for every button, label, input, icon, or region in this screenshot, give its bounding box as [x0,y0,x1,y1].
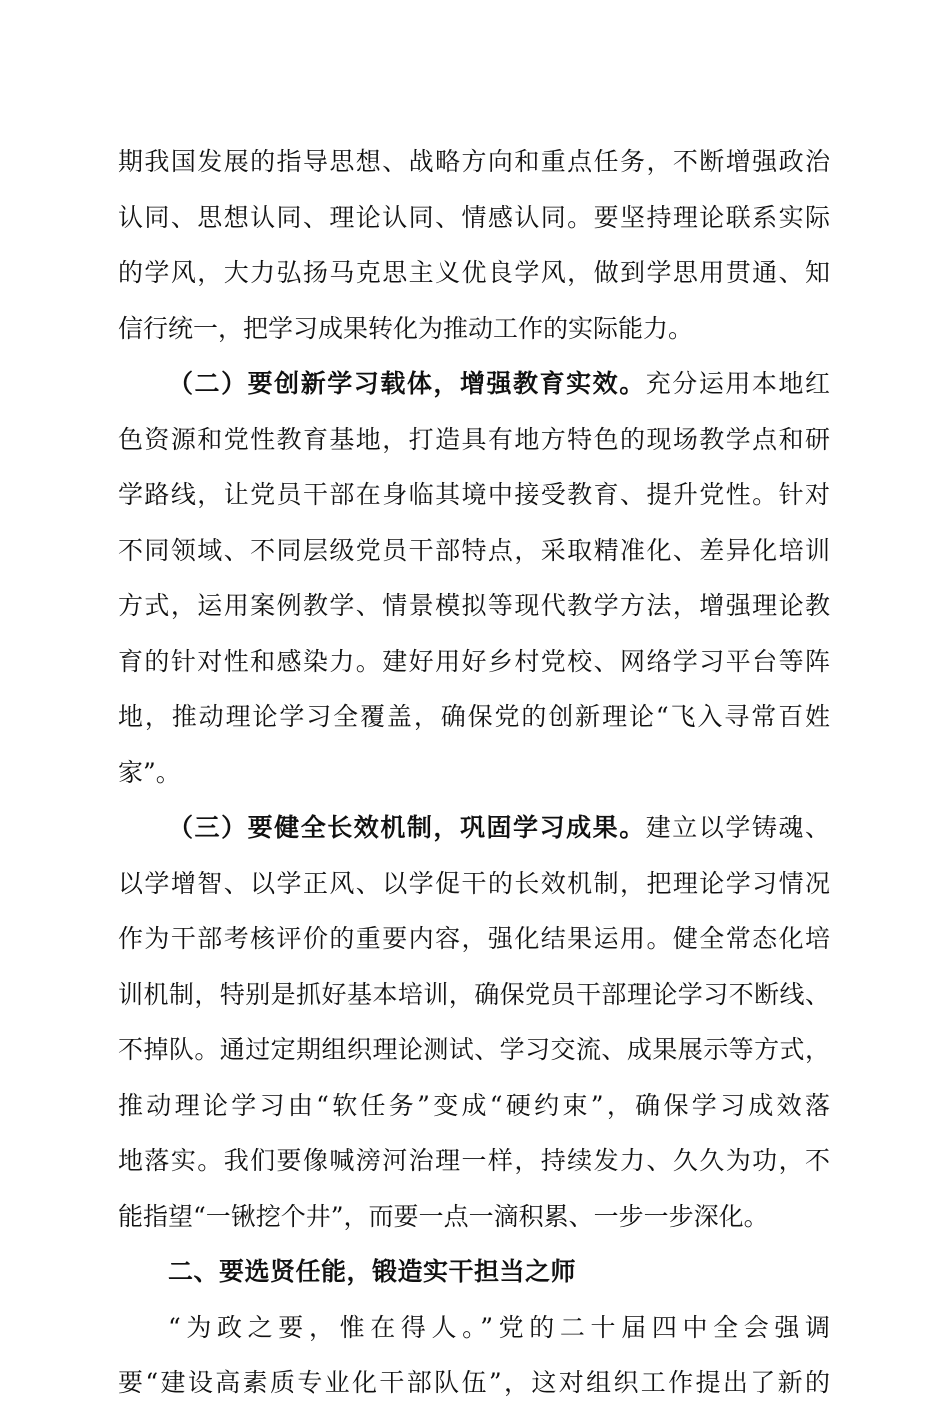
document-page [118,143,830,1420]
body-text-line: 能指望“一锹挖个井”，而要一点一滴积累、一步一步深化。 [118,1201,769,1231]
body-text-line: 方式，运用案例教学、情景模拟等现代教学方法，增强理论教 [118,591,830,620]
subsection-lead-line [118,365,830,403]
body-text-line: 学路线，让党员干部在身临其境中接受教育、提升党性。针对 [118,480,830,509]
body-text: 建立以学铸魂、 [645,813,830,842]
body-text-line: 训机制，特别是抓好基本培训，确保党员干部理论学习不断线、 [118,979,830,1009]
body-text-line: 推动理论学习由“软任务”变成“硬约束”，确保学习成效落 [118,1090,830,1120]
subsection-title: （三）要健全长效机制，巩固学习成果。 [168,813,646,842]
body-text: 充分运用本地红 [645,369,830,398]
body-text-line: 色资源和党性教育基地，打造具有地方特色的现场教学点和研 [118,424,830,454]
body-text-line: 不同领域、不同层级党员干部特点，采取精准化、差异化培训 [118,535,830,565]
body-text-line: “为政之要，惟在得人。”党的二十届四中全会强调 [168,1312,830,1342]
body-text-line: 地，推动理论学习全覆盖，确保党的创新理论“飞入寻常百姓 [118,702,830,731]
body-text-line: 信行统一，把学习成果转化为推动工作的实际能力。 [118,313,694,343]
body-text-line: 的学风，大力弘扬马克思主义优良学风，做到学思用贯通、知 [118,258,830,287]
section-heading: 二、要选贤任能，锻造实干担当之师 [168,1257,577,1286]
body-text-line: 要“建设高素质专业化干部队伍”，这对组织工作提出了新的 [118,1368,830,1397]
subsection-title: （二）要创新学习载体，增强教育实效。 [168,369,646,398]
body-text-line: 以学增智、以学正风、以学促干的长效机制，把理论学习情况 [118,868,830,898]
body-text-line: 地落实。我们要像喊滂河治理一样，持续发力、久久为功，不 [118,1146,830,1175]
body-text-line: 作为干部考核评价的重要内容，强化结果运用。健全常态化培 [118,924,830,953]
body-text-line: 认同、思想认同、理论认同、情感认同。要坚持理论联系实际 [118,202,830,232]
body-text-line: 家”。 [118,757,181,787]
body-text-line: 期我国发展的指导思想、战略方向和重点任务，不断增强政治 [118,147,830,176]
subsection-lead-line [118,809,830,847]
body-text-line: 不掉队。通过定期组织理论测试、学习交流、成果展示等方式， [118,1035,830,1064]
body-text-line: 育的针对性和感染力。建好用好乡村党校、网络学习平台等阵 [118,646,830,676]
